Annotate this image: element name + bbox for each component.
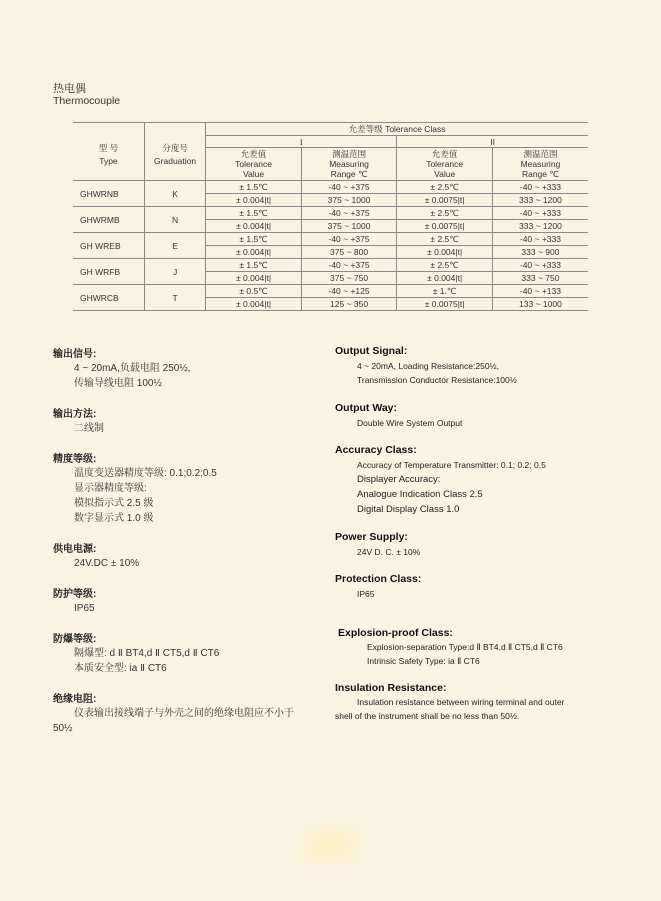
cn-insulation-line1: 仪表输出接线端子与外壳之间的绝缘电阻应不小于 <box>74 708 294 719</box>
table-cell: 333 ~ 1200 <box>492 220 588 233</box>
table-cell: ± 0.004|t| <box>206 220 302 233</box>
table-cell: ± 2.5℃ <box>397 181 493 194</box>
table-cell: ± 0.0075|t| <box>397 220 493 233</box>
range-en2: Range ℃ <box>521 169 559 179</box>
measuring-range-header-1 <box>301 148 397 181</box>
cn-accuracy-heading: 精度等级: <box>53 454 97 465</box>
class-1-header: I <box>206 136 397 148</box>
table-cell: 333 ~ 750 <box>492 272 588 285</box>
cn-output-way-heading: 输出方法: <box>53 409 97 420</box>
table-cell: -40 ~ +375 <box>301 259 397 272</box>
en-power-heading: Power Supply: <box>335 531 408 543</box>
graduation-cell: J <box>144 259 205 285</box>
table-cell: -40 ~ +333 <box>492 207 588 220</box>
table-cell: 375 ~ 1000 <box>301 194 397 207</box>
table-row <box>73 207 588 220</box>
tolerance-class-header: 允差等级 Tolerance Class <box>206 123 588 136</box>
table-cell: -40 ~ +333 <box>492 233 588 246</box>
table-cell: ± 2.5℃ <box>397 259 493 272</box>
en-accuracy-line1: Accuracy of Temperature Transmitter: 0.1; 0.2; 0.5 <box>357 460 546 470</box>
table-cell: ± 0.004|t| <box>206 194 302 207</box>
table-cell: -40 ~ +333 <box>492 259 588 272</box>
en-insulation-heading: Insulation Resistance: <box>335 682 447 694</box>
graduation-cell: K <box>144 181 205 207</box>
measuring-range-header-2 <box>492 148 588 181</box>
section-title-en: Thermocouple <box>53 95 121 107</box>
en-accuracy-line3: Analogue Indication Class 2.5 <box>357 489 483 500</box>
tolerance-value-header-2 <box>397 148 493 181</box>
range-en1: Measuring <box>520 159 561 169</box>
range-cn: 测温范围 <box>332 149 367 159</box>
cn-accuracy-line4: 数字显示式 1.0 级 <box>74 513 154 524</box>
en-accuracy-heading: Accuracy Class: <box>335 444 417 456</box>
cn-power-line1: 24V.DC ± 10% <box>74 558 140 569</box>
table-cell: 375 ~ 800 <box>301 246 397 259</box>
table-cell: ± 1.5℃ <box>206 259 302 272</box>
table-cell: ± 0.004|t| <box>206 246 302 259</box>
graduation-header-en: Graduation <box>154 156 197 166</box>
cn-insulation-heading: 绝缘电阻: <box>53 694 97 705</box>
table-cell: -40 ~ +375 <box>301 181 397 194</box>
table-cell: 375 ~ 750 <box>301 272 397 285</box>
type-header <box>73 123 144 181</box>
table-cell: -40 ~ +375 <box>301 207 397 220</box>
table-cell: -40 ~ +333 <box>492 181 588 194</box>
table-cell: ± 0.004|t| <box>206 272 302 285</box>
table-cell: -40 ~ +375 <box>301 233 397 246</box>
type-header-cn: 型 号 <box>98 143 119 153</box>
cn-output-way-line1: 二线制 <box>74 423 104 434</box>
en-specs <box>335 345 595 723</box>
table-cell: ± 0.004|t| <box>206 298 302 311</box>
table-row <box>73 233 588 246</box>
table-cell: 125 ~ 350 <box>301 298 397 311</box>
en-power-line1: 24V D. C. ± 10% <box>357 547 421 557</box>
en-insulation-line1: Insulation resistance between wiring terminal and outer <box>357 697 565 707</box>
en-explosion-line2: Intrinsic Safety Type: ia Ⅱ CT6 <box>367 656 480 666</box>
table-row <box>73 259 588 272</box>
cn-accuracy-line1: 温度变送器精度等级: 0.1;0.2;0.5 <box>74 468 217 479</box>
range-en1: Measuring <box>329 159 369 169</box>
table-cell: ± 1.5℃ <box>206 207 302 220</box>
graduation-header-cn: 分度号 <box>162 143 188 153</box>
cn-specs <box>53 345 323 736</box>
table-cell: ± 1.5℃ <box>206 233 302 246</box>
tol-en1: Tolerance <box>426 159 464 169</box>
cn-protection-line1: IP65 <box>74 603 95 614</box>
table-cell: ± 0.004|t| <box>397 246 493 259</box>
en-output-signal-heading: Output Signal: <box>335 345 408 357</box>
table-cell: ± 0.0075|t| <box>397 298 493 311</box>
graduation-cell: T <box>144 285 205 311</box>
cn-power-heading: 供电电源: <box>53 544 97 555</box>
tol-en2: Value <box>242 169 265 179</box>
table-cell: 375 ~ 1000 <box>301 220 397 233</box>
tol-en1: Tolerance <box>235 159 272 169</box>
table-cell: ± 2.5℃ <box>397 233 493 246</box>
graduation-cell: E <box>144 233 205 259</box>
en-accuracy-line4: Digital Display Class 1.0 <box>357 504 460 515</box>
range-en2: Range ℃ <box>330 169 368 179</box>
table-cell: -40 ~ +125 <box>301 285 397 298</box>
page-glow <box>300 825 360 865</box>
tolerance-value-header-1 <box>206 148 302 181</box>
cn-protection-heading: 防护等级: <box>53 589 97 600</box>
section-title-cn: 热电偶 <box>53 83 86 95</box>
type-cell: GHWRNB <box>73 181 144 207</box>
graduation-header <box>144 123 205 181</box>
en-protection-heading: Protection Class: <box>335 573 422 585</box>
table-cell: ± 0.0075|t| <box>397 194 493 207</box>
cn-output-signal-line2: 传输导线电阻 100½ <box>74 378 162 389</box>
table-cell: ± 1.5℃ <box>206 181 302 194</box>
en-explosion-heading: Explosion-proof Class: <box>338 627 453 639</box>
cn-accuracy-line3: 模拟指示式 2.5 级 <box>74 498 154 509</box>
table-cell: 133 ~ 1000 <box>492 298 588 311</box>
tolerance-table <box>73 122 588 311</box>
cn-accuracy-line2: 显示器精度等级: <box>74 483 147 494</box>
cn-explosion-line2: 本质安全型: ia Ⅱ CT6 <box>74 663 167 674</box>
type-header-en: Type <box>99 156 118 166</box>
cn-explosion-heading: 防爆等级: <box>53 634 97 645</box>
en-output-signal-line1: 4 ~ 20mA, Loading Resistance:250½, <box>357 361 499 371</box>
en-explosion-line1: Explosion-separation Type:d Ⅱ BT4,d Ⅱ CT5,d Ⅱ CT6 <box>367 642 563 652</box>
tol-en2: Value <box>434 169 456 179</box>
graduation-cell: N <box>144 207 205 233</box>
cn-insulation-line2: 50½ <box>53 723 73 734</box>
range-cn: 测温范围 <box>523 149 558 159</box>
table-cell: ± 0.5℃ <box>206 285 302 298</box>
en-output-way-line1: Double Wire System Output <box>357 418 463 428</box>
en-output-way-heading: Output Way: <box>335 402 398 414</box>
table-cell: ± 2.5℃ <box>397 207 493 220</box>
type-cell: GH WRFB <box>73 259 144 285</box>
tol-cn: 允差值 <box>431 149 458 159</box>
en-protection-line1: IP65 <box>357 589 375 599</box>
table-row <box>73 285 588 298</box>
en-output-signal-line2: Transmission Conductor Resistance:100½ <box>357 375 517 385</box>
cn-explosion-line1: 隔爆型: d Ⅱ BT4,d Ⅱ CT5,d Ⅱ CT6 <box>74 648 220 659</box>
table-row <box>73 181 588 194</box>
class-2-header: II <box>397 136 588 148</box>
cn-output-signal-line1: 4 ~ 20mA,负载电阻 250½, <box>74 363 191 374</box>
cn-output-signal-heading: 输出信号: <box>53 349 97 360</box>
table-cell: -40 ~ +133 <box>492 285 588 298</box>
en-accuracy-line2: Displayer Accuracy: <box>357 474 441 485</box>
type-cell: GHWRCB <box>73 285 144 311</box>
type-cell: GHWRMB <box>73 207 144 233</box>
table-cell: 333 ~ 1200 <box>492 194 588 207</box>
en-insulation-line2: shell of the instrument shall be no less than 50½. <box>335 711 520 721</box>
table-cell: ± 1.℃ <box>397 285 493 298</box>
type-cell: GH WREB <box>73 233 144 259</box>
table-cell: ± 0.004|t| <box>397 272 493 285</box>
tol-cn: 允差值 <box>240 149 267 159</box>
table-cell: 333 ~ 900 <box>492 246 588 259</box>
